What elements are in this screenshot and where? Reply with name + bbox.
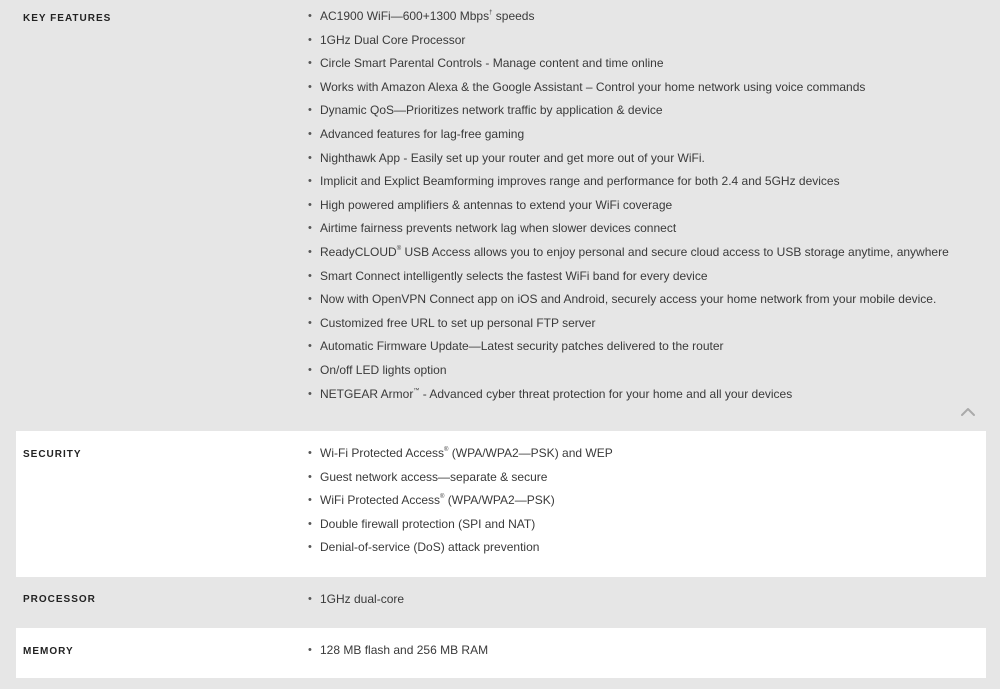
spec-item (308, 359, 949, 383)
spec-item (308, 99, 949, 123)
spec-item-text-continued: - Advanced cyber threat protection for your home and all your devices (419, 386, 793, 401)
spec-item (308, 147, 949, 171)
spec-row-processor (16, 577, 986, 628)
spec-item (308, 442, 613, 466)
trademark-mark: † (489, 10, 493, 16)
spec-item-text: Automatic Firmware Update—Latest security patches delivered to the router (320, 339, 724, 354)
spec-item (308, 76, 949, 100)
spec-item (308, 536, 613, 560)
spec-item (308, 29, 949, 53)
spec-title: MEMORY (23, 646, 74, 657)
spec-item-text: Advanced features for lag-free gaming (320, 126, 525, 141)
spec-item-text: Customized free URL to set up personal FTP server (320, 315, 596, 330)
spec-item (308, 123, 949, 147)
spec-item-text: 128 MB flash and 256 MB RAM (320, 643, 489, 657)
spec-item-text: On/off LED lights option (320, 362, 447, 377)
spec-list (308, 5, 949, 406)
spec-item-text: NETGEAR Armor (320, 386, 414, 401)
spec-list (308, 639, 488, 663)
spec-item (308, 288, 949, 312)
spec-item (308, 513, 613, 537)
spec-title: KEY FEATURES (23, 13, 112, 24)
spec-item (308, 52, 949, 76)
spec-item (308, 170, 949, 194)
spec-item-text: Wi-Fi Protected Access (320, 446, 445, 460)
trademark-mark: ® (396, 245, 402, 252)
spec-item-text-continued: (WPA/WPA2—PSK) and WEP (448, 446, 613, 460)
spec-item-text: WiFi Protected Access (320, 493, 441, 508)
spec-item-text: Implicit and Explict Beamforming improves range and performance for both 2.4 and 5GHz devices (320, 174, 840, 189)
spec-item-text: AC1900 WiFi—600+1300 Mbps (320, 9, 490, 23)
spec-title: SECURITY (23, 449, 82, 460)
spec-item-text-continued: speeds (492, 9, 535, 23)
spec-item-text: ReadyCLOUD (320, 244, 397, 259)
spec-item (308, 466, 613, 490)
chevron-up-icon[interactable] (958, 403, 978, 421)
spec-item-text: 1GHz Dual Core Processor (320, 32, 466, 47)
spec-item (308, 194, 949, 218)
spec-item-text: Circle Smart Parental Controls - Manage content and time online (320, 56, 664, 71)
spec-item-text: Double firewall protection (SPI and NAT) (320, 516, 536, 531)
spec-item-text: Works with Amazon Alexa & the Google Assistant – Control your home network using voice commands (320, 79, 866, 94)
spec-item (308, 5, 949, 29)
spec-row-security (16, 431, 986, 577)
spec-item-text: High powered amplifiers & antennas to extend your WiFi coverage (320, 197, 673, 212)
spec-item (308, 639, 488, 663)
spec-item (308, 217, 949, 241)
spec-item (308, 312, 949, 336)
spec-item-text: Now with OpenVPN Connect app on iOS and Android, securely access your home network from your mobile device. (320, 292, 937, 307)
spec-row-memory (16, 628, 986, 678)
spec-item (308, 335, 949, 359)
spec-list (308, 442, 613, 560)
trademark-mark: ® (444, 447, 449, 453)
spec-row-key-features (16, 0, 986, 430)
spec-item (308, 383, 949, 407)
spec-item-text: Airtime fairness prevents network lag when slower devices connect (320, 221, 677, 236)
spec-item (308, 265, 949, 289)
spec-item-text: Smart Connect intelligently selects the fastest WiFi band for every device (320, 268, 708, 283)
spec-item-text: Nighthawk App - Easily set up your router and get more out of your WiFi. (320, 150, 705, 165)
spec-item-text: Guest network access—separate & secure (320, 469, 548, 484)
spec-item (308, 588, 404, 612)
spec-item-text: Dynamic QoS—Prioritizes network traffic by application & device (320, 103, 663, 118)
spec-item (308, 241, 949, 265)
trademark-mark: ® (440, 494, 445, 501)
trademark-mark: ™ (413, 387, 420, 394)
spec-item (308, 489, 613, 513)
spec-list (308, 588, 404, 612)
spec-item-text: 1GHz dual-core (320, 592, 405, 606)
spec-title: PROCESSOR (23, 594, 96, 605)
spec-item-text-continued: USB Access allows you to enjoy personal and secure cloud access to USB storage anytime, anywhere (401, 244, 949, 259)
spec-item-text-continued: (WPA/WPA2—PSK) (444, 493, 555, 508)
spec-item-text: Denial-of-service (DoS) attack prevention (320, 540, 540, 555)
